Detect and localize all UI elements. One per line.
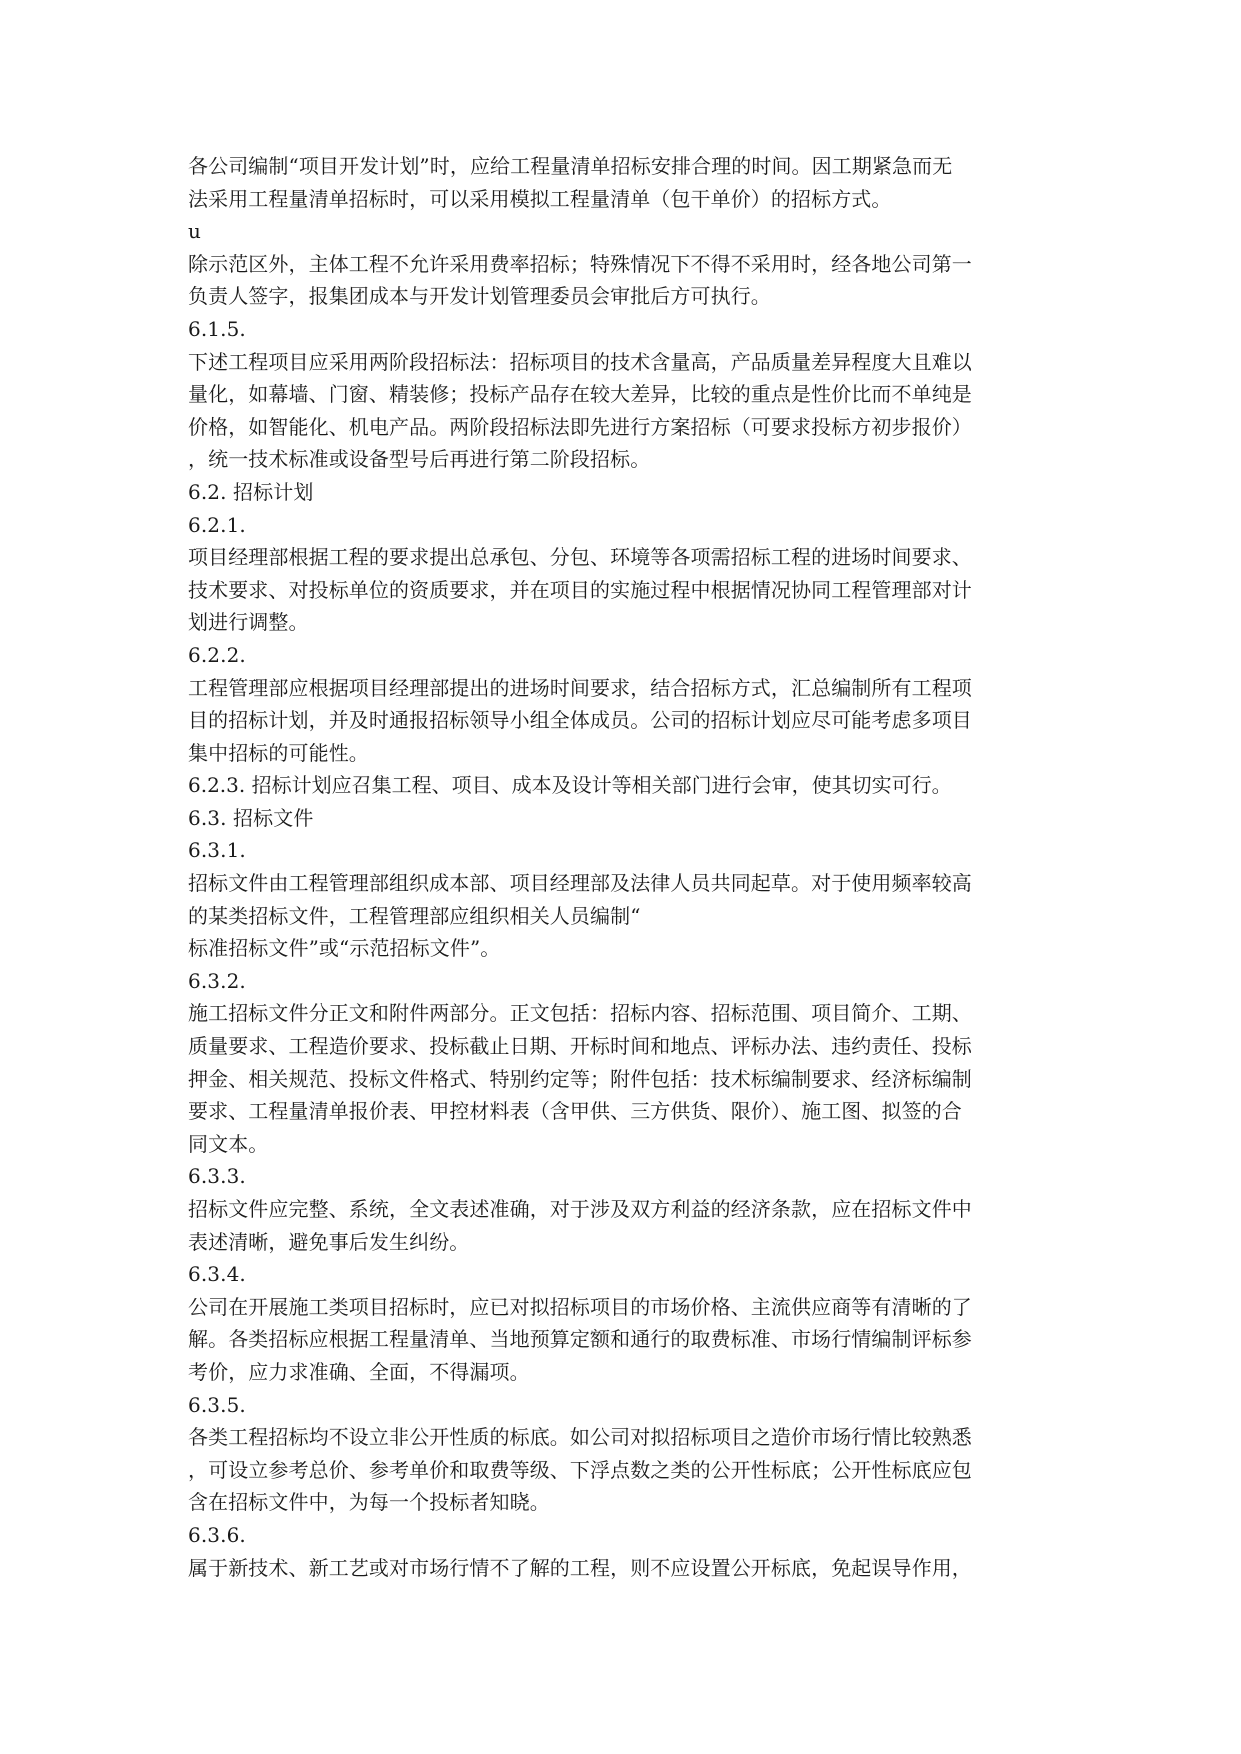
text-line: 考价，应力求准确、全面，不得漏项。 <box>188 1359 530 1384</box>
text-line: 公司在开展施工类项目招标时，应已对拟招标项目的市场价格、主流供应商等有清晰的了 <box>188 1294 972 1319</box>
text-line: 同文本。 <box>188 1131 269 1156</box>
text-line: 下述工程项目应采用两阶段招标法：招标项目的技术含量高，产品质量差异程度大且难以 <box>188 349 972 374</box>
section-number: 6.2.1. <box>188 512 246 537</box>
text-line: 各类工程招标均不设立非公开性质的标底。如公司对拟招标项目之造价市场行情比较熟悉 <box>188 1425 972 1450</box>
text-line: 量化，如幕墙、门窗、精装修；投标产品存在较大差异，比较的重点是性价比而不单纯是 <box>188 382 972 407</box>
text-line: 招标文件由工程管理部组织成本部、项目经理部及法律人员共同起草。对于使用频率较高 <box>188 871 972 896</box>
text-line: 目的招标计划，并及时通报招标领导小组全体成员。公司的招标计划应尽可能考虑多项目 <box>188 708 972 733</box>
text-line: 价格，如智能化、机电产品。两阶段招标法即先进行方案招标（可要求投标方初步报价） <box>188 414 972 439</box>
text-line: 含在招标文件中，为每一个投标者知晓。 <box>188 1490 550 1515</box>
text-line: 各公司编制“项目开发计划”时，应给工程量清单招标安排合理的时间。因工期紧急而无 <box>188 154 953 178</box>
section-number: 6.3.1. <box>188 838 246 863</box>
section-number: 6.3.4. <box>188 1262 246 1287</box>
text-line: 集中招标的可能性。 <box>188 740 369 765</box>
text-line: 6.2.3. 招标计划应召集工程、项目、成本及设计等相关部门进行会审，使其切实可行。 <box>188 773 952 798</box>
text-line: 的某类招标文件，工程管理部应组织相关人员编制“ <box>188 903 641 928</box>
text-line: 表述清晰，避免事后发生纠纷。 <box>188 1229 470 1254</box>
text-line: 除示范区外，主体工程不允许采用费率招标；特殊情况下不得不采用时，经各地公司第一 <box>188 251 972 276</box>
section-number: 6.1.5. <box>188 316 246 341</box>
text-line: 划进行调整。 <box>188 610 309 635</box>
text-line: 负责人签字，报集团成本与开发计划管理委员会审批后方可执行。 <box>188 284 771 309</box>
text-line: 质量要求、工程造价要求、投标截止日期、开标时间和地点、评标办法、违约责任、投标 <box>188 1034 972 1059</box>
text-line: 招标文件应完整、系统，全文表述准确，对于涉及双方利益的经济条款，应在招标文件中 <box>188 1197 972 1221</box>
text-line: 解。各类招标应根据工程量清单、当地预算定额和通行的取费标准、市场行情编制评标参 <box>188 1327 972 1352</box>
text-line: 要求、工程量清单报价表、甲控材料表（含甲供、三方供货、限价）、施工图、拟签的合 <box>188 1099 962 1124</box>
section-number: 6.2.2. <box>188 642 246 667</box>
text-line: u <box>188 219 201 244</box>
text-line: 法采用工程量清单招标时，可以采用模拟工程量清单（包干单价）的招标方式。 <box>188 186 892 211</box>
section-heading: 6.2. 招标计划 <box>188 479 314 504</box>
section-number: 6.3.3. <box>188 1164 246 1189</box>
section-number: 6.3.6. <box>188 1522 246 1547</box>
text-line: 标准招标文件”或“示范招标文件”。 <box>188 936 501 961</box>
text-line: 工程管理部应根据项目经理部提出的进场时间要求，结合招标方式，汇总编制所有工程项 <box>188 675 972 700</box>
document-page <box>188 150 1054 1584</box>
section-heading: 6.3. 招标文件 <box>188 805 314 830</box>
text-line: 属于新技术、新工艺或对市场行情不了解的工程，则不应设置公开标底，免起误导作用， <box>188 1555 972 1580</box>
text-line: ，统一技术标准或设备型号后再进行第二阶段招标。 <box>188 447 651 472</box>
text-line: 押金、相关规范、投标文件格式、特别约定等；附件包括：技术标编制要求、经济标编制 <box>188 1066 972 1091</box>
text-line: 项目经理部根据工程的要求提出总承包、分包、环境等各项需招标工程的进场时间要求、 <box>188 545 972 570</box>
text-line: 施工招标文件分正文和附件两部分。正文包括：招标内容、招标范围、项目简介、工期、 <box>188 1001 972 1026</box>
section-number: 6.3.5. <box>188 1392 246 1417</box>
section-number: 6.3.2. <box>188 968 246 993</box>
text-line: ，可设立参考总价、参考单价和取费等级、下浮点数之类的公开性标底；公开性标底应包 <box>188 1457 972 1482</box>
text-line: 技术要求、对投标单位的资质要求，并在项目的实施过程中根据情况协同工程管理部对计 <box>188 577 972 602</box>
